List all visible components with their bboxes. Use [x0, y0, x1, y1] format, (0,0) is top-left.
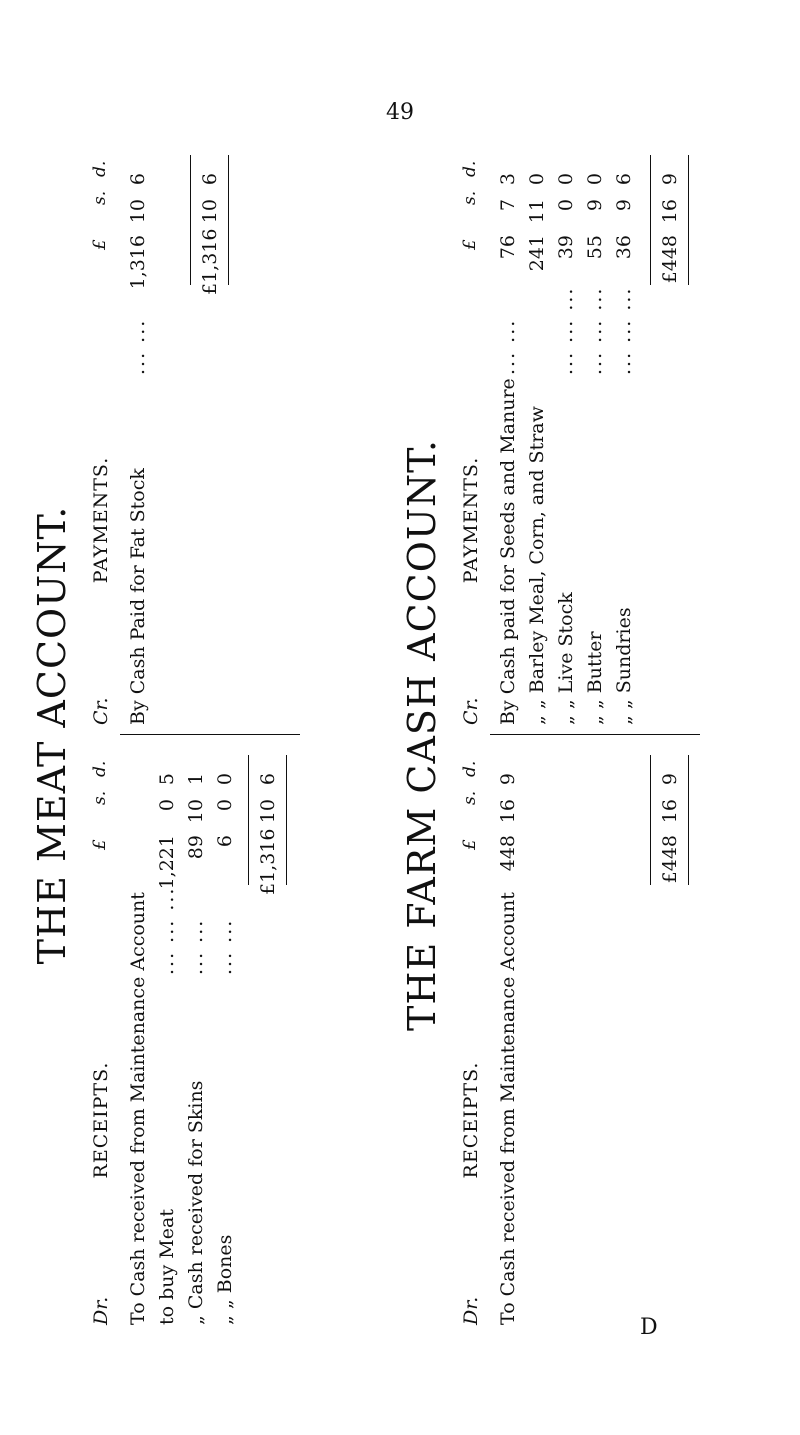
- pence-value: 0: [214, 773, 236, 786]
- row-description: „ „ Butter: [584, 631, 606, 725]
- pounds-value: 1,316: [127, 235, 149, 290]
- total-shillings: 10: [257, 799, 279, 824]
- ledger-row: [523, 145, 552, 725]
- row-description: „ „ Sundries: [613, 607, 635, 725]
- row-leader: ... ...: [185, 918, 207, 975]
- row-leader: ... ...: [497, 318, 519, 375]
- pounds-value: 76: [497, 235, 519, 260]
- page-number: 49: [386, 100, 414, 125]
- row-description: To Cash received from Maintenance Account: [497, 892, 519, 1325]
- shilling-unit: s.: [90, 190, 110, 205]
- ledger-row: [552, 145, 581, 725]
- pence-value: 3: [497, 173, 519, 186]
- total-rule: [286, 755, 287, 885]
- ledger-row: [610, 145, 639, 725]
- column-divider: [120, 734, 300, 735]
- receipts-heading: RECEIPTS.: [90, 1061, 112, 1179]
- row-description: „ „ Live Stock: [555, 592, 577, 725]
- shillings-value: 10: [127, 199, 149, 224]
- farm-account-title: THE FARM CASH ACCOUNT.: [400, 438, 444, 1032]
- total-shillings: 16: [659, 199, 681, 224]
- total-rule: [688, 755, 689, 885]
- pounds-value: 448: [497, 835, 519, 872]
- row-description: By Cash Paid for Fat Stock: [127, 468, 149, 725]
- receipts-heading: RECEIPTS.: [460, 1061, 482, 1179]
- total-row: [656, 745, 685, 895]
- total-pence: 6: [199, 173, 221, 186]
- row-description: „ „ Barley Meal, Corn, and Straw: [526, 406, 548, 725]
- total-pounds: £1,316: [199, 228, 221, 295]
- pence-value: 5: [156, 773, 178, 786]
- shillings-value: 0: [214, 799, 236, 812]
- cr-label: Cr.: [460, 697, 482, 725]
- payments-heading: PAYMENTS.: [460, 456, 482, 584]
- row-leader: ... ... ...: [555, 286, 577, 375]
- row-leader: ... ...: [214, 918, 236, 975]
- pence-unit: d.: [90, 760, 110, 777]
- ledger-row: [124, 745, 153, 1325]
- pence-value: 9: [497, 773, 519, 786]
- pounds-value: 89: [185, 835, 207, 860]
- shillings-value: 16: [497, 799, 519, 824]
- row-description: to buy Meat: [156, 1209, 178, 1325]
- shillings-value: 0: [555, 199, 577, 212]
- pence-value: 0: [526, 173, 548, 186]
- pence-unit: d.: [460, 760, 480, 777]
- row-leader: ... ... ...: [156, 886, 178, 975]
- row-description: To Cash received from Maintenance Account: [127, 892, 149, 1325]
- sum-rule: [248, 755, 249, 885]
- ledger-row: [211, 745, 240, 1325]
- farm-payments-side: [460, 145, 681, 725]
- pound-unit: £: [90, 839, 110, 850]
- shillings-value: 11: [526, 199, 548, 224]
- pounds-value: 55: [584, 235, 606, 260]
- cr-label: Cr.: [90, 697, 112, 725]
- shilling-unit: s.: [460, 190, 480, 205]
- pence-unit: d.: [90, 160, 110, 177]
- signature-mark: D: [640, 1315, 658, 1340]
- meat-account-table: [90, 145, 350, 1325]
- pound-unit: £: [460, 239, 480, 250]
- pence-unit: d.: [460, 160, 480, 177]
- pounds-value: 241: [526, 235, 548, 272]
- total-row: [196, 145, 225, 295]
- shillings-value: 9: [584, 199, 606, 212]
- pounds-value: 36: [613, 235, 635, 260]
- rotated-page-content: [30, 145, 790, 1325]
- total-shillings: 16: [659, 799, 681, 824]
- total-pounds: £448: [659, 235, 681, 284]
- dr-label: Dr.: [90, 1296, 112, 1325]
- payments-heading: PAYMENTS.: [90, 456, 112, 584]
- farm-account-table: [460, 145, 760, 1325]
- row-description: „ „ Bones: [214, 1234, 236, 1325]
- shillings-value: 9: [613, 199, 635, 212]
- ledger-row: [494, 745, 523, 1325]
- total-pounds: £448: [659, 835, 681, 884]
- column-divider: [490, 734, 700, 735]
- pounds-value: 1,221: [156, 835, 178, 890]
- pounds-value: 39: [555, 235, 577, 260]
- pence-value: 6: [127, 173, 149, 186]
- shillings-value: 0: [156, 799, 178, 812]
- shillings-value: 7: [497, 199, 519, 212]
- total-pence: 9: [659, 173, 681, 186]
- pence-value: 1: [185, 773, 207, 786]
- meat-account-title: THE MEAT ACCOUNT.: [30, 505, 74, 965]
- sum-rule: [650, 755, 651, 885]
- pounds-value: 6: [214, 835, 236, 848]
- total-shillings: 10: [199, 199, 221, 224]
- ledger-row: [581, 145, 610, 725]
- total-pence: 6: [257, 773, 279, 786]
- total-pence: 9: [659, 773, 681, 786]
- row-leader: ... ... ...: [584, 286, 606, 375]
- row-description: „ Cash received for Skins: [185, 1080, 207, 1325]
- ledger-row: [182, 745, 211, 1325]
- total-rule: [688, 155, 689, 285]
- row-leader: ... ...: [127, 318, 149, 375]
- dr-label: Dr.: [460, 1296, 482, 1325]
- ledger-row: [124, 145, 153, 725]
- shilling-unit: s.: [460, 790, 480, 805]
- pound-unit: £: [460, 839, 480, 850]
- pence-value: 0: [584, 173, 606, 186]
- row-description: By Cash paid for Seeds and Manure: [497, 378, 519, 725]
- pence-value: 0: [555, 173, 577, 186]
- total-pounds: £1,316: [257, 828, 279, 895]
- pence-value: 6: [613, 173, 635, 186]
- ledger-row: [494, 145, 523, 725]
- pound-unit: £: [90, 239, 110, 250]
- total-row: [656, 145, 685, 295]
- total-rule: [228, 155, 229, 285]
- shillings-value: 10: [185, 799, 207, 824]
- row-leader: ... ... ...: [613, 286, 635, 375]
- farm-receipts-side: [460, 745, 681, 1325]
- sum-rule: [190, 155, 191, 285]
- total-row: [254, 745, 283, 895]
- meat-payments-side: [90, 145, 221, 725]
- ledger-row: [153, 745, 182, 1325]
- meat-receipts-side: [90, 745, 279, 1325]
- shilling-unit: s.: [90, 790, 110, 805]
- sum-rule: [650, 155, 651, 285]
